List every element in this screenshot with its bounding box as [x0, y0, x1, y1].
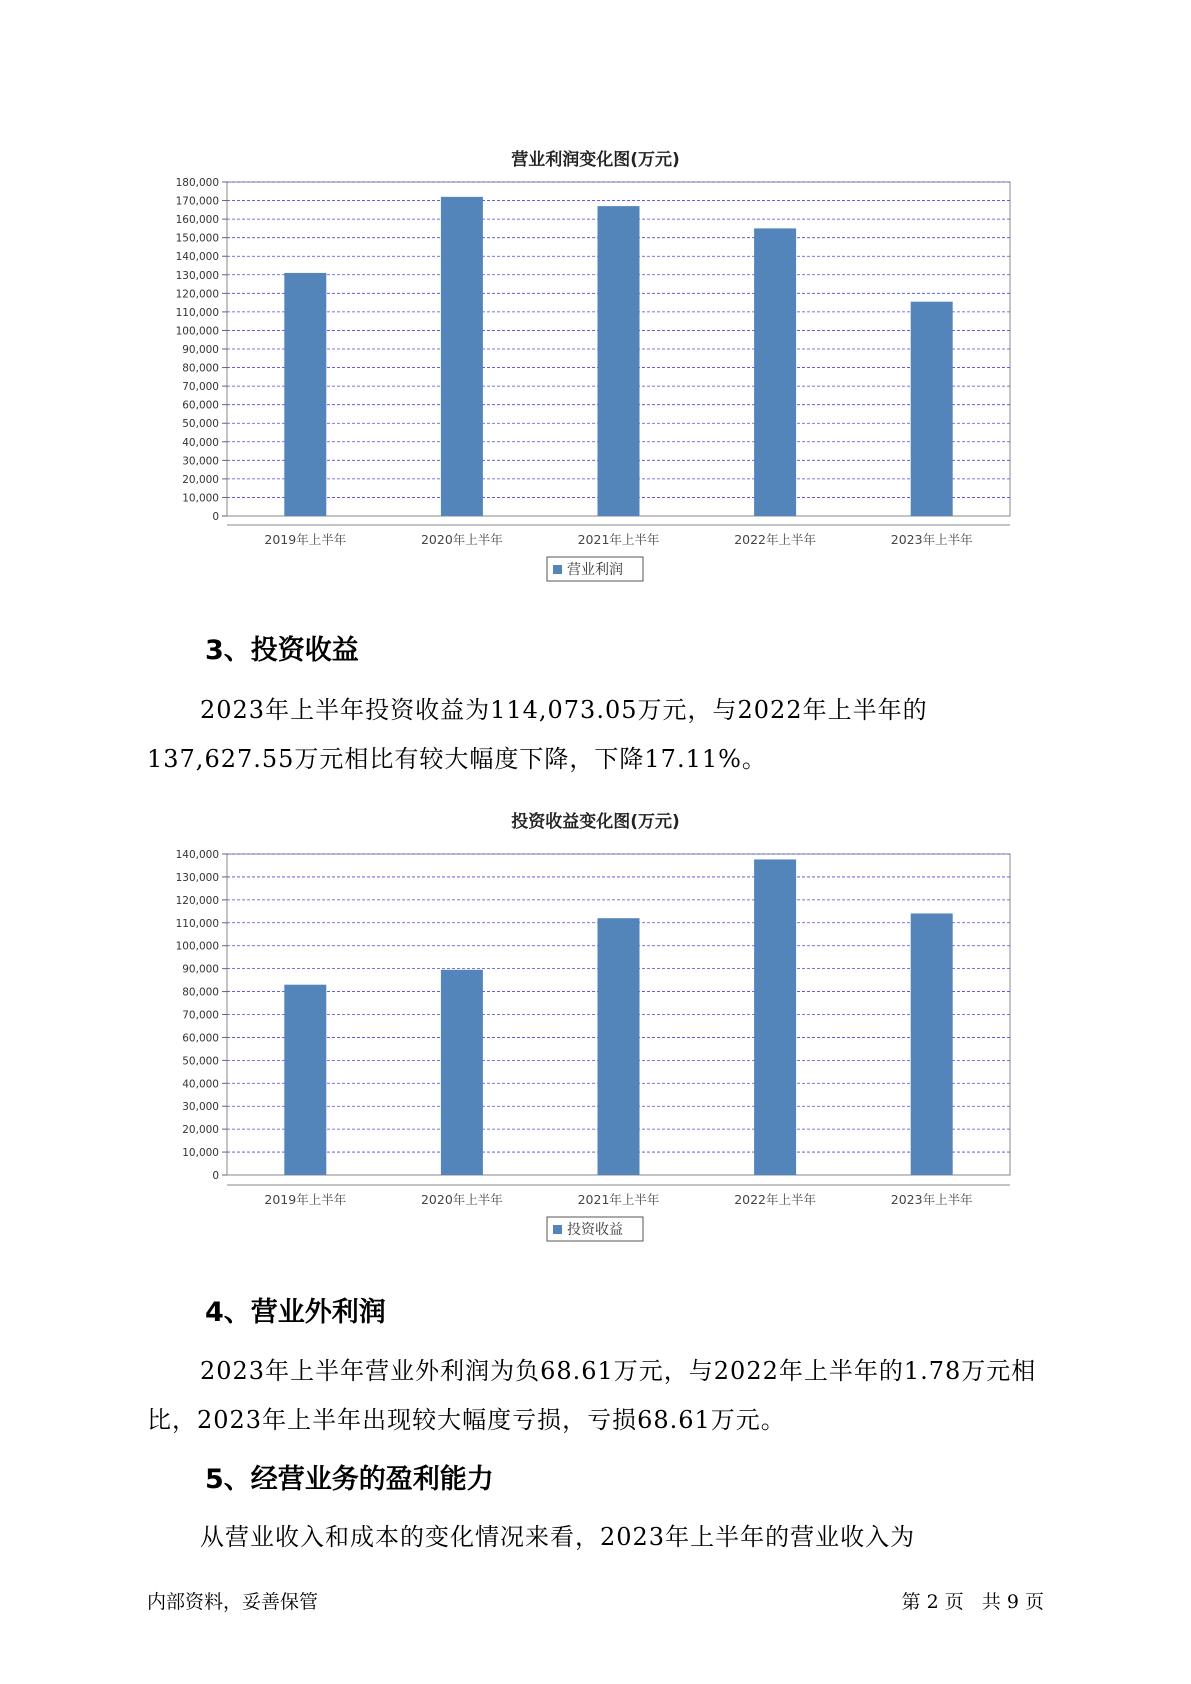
- section-heading-investment-income: 3、投资收益: [205, 635, 359, 666]
- y-tick-label: 30,000: [182, 455, 219, 468]
- y-tick-label: 50,000: [182, 1055, 219, 1068]
- bar-2020年上半年: [441, 197, 483, 516]
- y-tick-label: 170,000: [175, 195, 219, 208]
- legend-swatch: [553, 565, 562, 574]
- y-tick-label: 30,000: [182, 1101, 219, 1114]
- y-tick-label: 80,000: [182, 362, 219, 375]
- x-tick-label: 2022年上半年: [734, 532, 817, 547]
- y-tick-label: 20,000: [182, 473, 219, 486]
- footer-confidential-note: 内部资料，妥善保管: [147, 1591, 319, 1613]
- legend-swatch: [553, 1225, 562, 1234]
- x-tick-label: 2019年上半年: [264, 1192, 347, 1207]
- y-tick-label: 100,000: [175, 325, 219, 338]
- bar-2023年上半年: [911, 913, 953, 1175]
- y-tick-label: 110,000: [175, 917, 219, 930]
- x-tick-label: 2022年上半年: [734, 1192, 817, 1207]
- y-tick-label: 180,000: [175, 177, 219, 189]
- y-tick-label: 60,000: [182, 1032, 219, 1045]
- y-tick-label: 140,000: [175, 251, 219, 264]
- x-tick-label: 2021年上半年: [577, 1192, 660, 1207]
- y-tick-label: 120,000: [175, 288, 219, 301]
- y-tick-label: 130,000: [175, 269, 219, 282]
- footer-page-number: 第 2 页 共 9 页: [901, 1591, 1044, 1613]
- y-tick-label: 70,000: [182, 1009, 219, 1022]
- x-tick-label: 2023年上半年: [890, 1192, 973, 1207]
- x-tick-label: 2023年上半年: [890, 532, 973, 547]
- y-tick-label: 10,000: [182, 1147, 219, 1160]
- bar-2022年上半年: [754, 859, 796, 1175]
- section-heading-non-operating-profit: 4、营业外利润: [205, 1297, 386, 1328]
- bar-2021年上半年: [598, 206, 640, 516]
- y-tick-label: 110,000: [175, 306, 219, 319]
- y-tick-label: 90,000: [182, 344, 219, 356]
- y-tick-label: 130,000: [175, 871, 219, 884]
- y-tick-label: 120,000: [175, 894, 219, 907]
- y-tick-label: 40,000: [182, 436, 219, 449]
- operating-profit-bar-chart: [0, 170, 1191, 600]
- bar-2020年上半年: [441, 970, 483, 1175]
- y-tick-label: 70,000: [182, 381, 219, 394]
- y-tick-label: 40,000: [182, 1078, 219, 1091]
- bar-2022年上半年: [754, 228, 796, 516]
- y-tick-label: 0: [212, 511, 219, 523]
- x-tick-label: 2019年上半年: [264, 532, 347, 547]
- y-tick-label: 160,000: [175, 214, 219, 227]
- x-tick-label: 2021年上半年: [577, 532, 660, 547]
- bar-2023年上半年: [911, 302, 953, 516]
- y-tick-label: 10,000: [182, 492, 219, 505]
- y-tick-label: 0: [212, 1170, 219, 1182]
- investment-income-bar-chart: [0, 832, 1191, 1262]
- legend-label: 营业利润: [567, 562, 623, 578]
- y-tick-label: 140,000: [175, 849, 219, 861]
- bar-2019年上半年: [284, 273, 326, 516]
- section-text-non-operating-profit: 2023年上半年营业外利润为负68.61万元，与2022年上半年的1.78万元相比，2023年上半年出现较大幅度亏损，亏损68.61万元。: [147, 1357, 1037, 1434]
- bar-2021年上半年: [598, 918, 640, 1175]
- bar-2019年上半年: [284, 985, 326, 1175]
- section-text-profitability: 从营业收入和成本的变化情况来看，2023年上半年的营业收入为: [200, 1523, 916, 1551]
- section-text-investment-income: 2023年上半年投资收益为114,073.05万元，与2022年上半年的137,627.55万元相比有较大幅度下降，下降17.11%。: [147, 696, 928, 773]
- y-tick-label: 50,000: [182, 418, 219, 431]
- y-tick-label: 150,000: [175, 232, 219, 245]
- chart-title-investment-income: 投资收益变化图(万元): [511, 812, 680, 832]
- section-heading-profitability: 5、经营业务的盈利能力: [205, 1464, 494, 1495]
- y-tick-label: 20,000: [182, 1124, 219, 1137]
- y-tick-label: 60,000: [182, 399, 219, 412]
- y-tick-label: 100,000: [175, 940, 219, 953]
- x-tick-label: 2020年上半年: [420, 1192, 503, 1207]
- legend-label: 投资收益: [567, 1222, 623, 1238]
- x-tick-label: 2020年上半年: [420, 532, 503, 547]
- y-tick-label: 90,000: [182, 963, 219, 976]
- y-tick-label: 80,000: [182, 986, 219, 999]
- chart-title-operating-profit: 营业利润变化图(万元): [511, 150, 680, 170]
